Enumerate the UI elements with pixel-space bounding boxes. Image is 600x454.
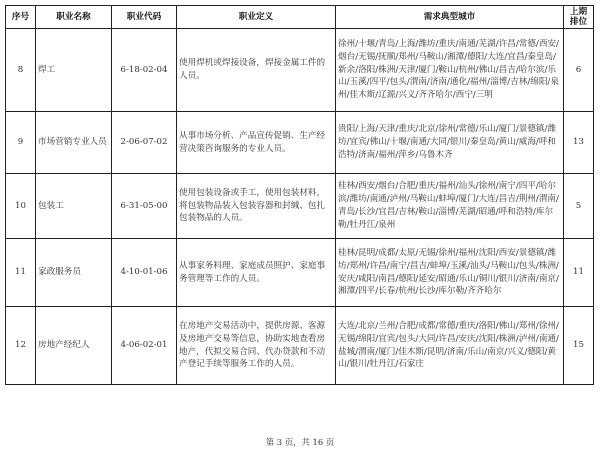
table-row	[6, 307, 594, 385]
row-definition: 从事家务料理、家庭成员照护、家庭事务管理等工作的人员。	[177, 239, 336, 307]
header-prev-rank: 上期排位	[564, 6, 594, 29]
header-name: 职业名称	[36, 6, 112, 29]
header-cities: 需求典型城市	[336, 6, 564, 29]
row-code: 4-10-01-06	[112, 239, 177, 307]
row-cities: 桂林/西安/烟台/合肥/重庆/福州/汕头/徐州/南宁/四平/哈尔滨/潍坊/南通/泸州/马鞍山/蚌埠/厦门/大连/昌吉/荆州/渭南/青岛/长沙/宜昌/吉林/鞍山/淄博/芜湖/昭通/呼和浩特/库尔勒/牡丹江/泉州	[336, 174, 564, 239]
row-prev-rank: 5	[564, 174, 594, 239]
row-num: 12	[6, 307, 36, 385]
row-definition: 在房地产交易活动中，提供房源、客源及房地产交易等信息，协助实地查看房地产，代拟交易合同、代办贷款和不动产登记手续等服务工作的人员。	[177, 307, 336, 385]
row-code: 4-06-02-01	[112, 307, 177, 385]
row-name: 焊工	[36, 29, 112, 112]
row-code: 6-18-02-04	[112, 29, 177, 112]
row-code: 2-06-07-02	[112, 112, 177, 174]
table-row	[6, 174, 594, 239]
row-prev-rank: 13	[564, 112, 594, 174]
row-num: 11	[6, 239, 36, 307]
row-prev-rank: 15	[564, 307, 594, 385]
row-cities: 桂林/昆明/成都/太原/无锡/徐州/福州/沈阳/西安/景德镇/潍坊/郑州/许昌/南宁/昌吉/蚌埠/玉溪/汕头/马鞍山/包头/株洲/安庆/咸阳/南昌/德阳/延安/昭通/乐山/铜川/银川/济南/南京/湘潭/四平/长春/杭州/长沙/库尔勒/齐齐哈尔	[336, 239, 564, 307]
row-name: 房地产经纪人	[36, 307, 112, 385]
row-definition: 使用包装设备或手工，使用包装材料，将包装物品装入包装容器和封缄、包扎包装物品的人员。	[177, 174, 336, 239]
header-num: 序号	[6, 6, 36, 29]
table-row	[6, 239, 594, 307]
row-definition: 使用焊机或焊接设备，焊接金属工件的人员。	[177, 29, 336, 112]
row-prev-rank: 11	[564, 239, 594, 307]
row-prev-rank: 6	[564, 29, 594, 112]
table-row	[6, 29, 594, 112]
table-row	[6, 112, 594, 174]
occupation-table	[5, 5, 594, 385]
row-name: 市场营销专业人员	[36, 112, 112, 174]
row-cities: 大连/北京/兰州/合肥/成都/常德/重庆/洛阳/佛山/郑州/徐州/无锡/绵阳/宜宾/包头/大同/许昌/安庆/沈阳/株洲/泸州/南通/盐城/渭南/厦门/佳木斯/昆明/济南/乐山/南京/兴义/德阳/黄山/银川/牡丹江/石家庄	[336, 307, 564, 385]
row-code: 6-31-05-00	[112, 174, 177, 239]
row-name: 家政服务员	[36, 239, 112, 307]
page-indicator: 第 3 页，共 16 页	[265, 437, 335, 447]
row-num: 9	[6, 112, 36, 174]
row-cities: 贵阳/上海/天津/重庆/北京/徐州/常德/乐山/厦门/景德镇/潍坊/宜宾/佛山/十堰/南通/大同/银川/秦皇岛/黄山/威海/呼和浩特/济南/福州/萍乡/乌鲁木齐	[336, 112, 564, 174]
row-name: 包装工	[36, 174, 112, 239]
row-num: 8	[6, 29, 36, 112]
row-definition: 从事市场分析、产品宣传促销、生产经营决策咨询服务的专业人员。	[177, 112, 336, 174]
header-definition: 职业定义	[177, 6, 336, 29]
row-num: 10	[6, 174, 36, 239]
row-cities: 徐州/十堰/青岛/上海/潍坊/重庆/南通/芜湖/许昌/常德/西安/烟台/无锡/抚顺/郑州/马鞍山/湘潭/德阳/大连/宜昌/秦皇岛/新余/洛阳/株洲/天津/厦门/鞍山/杭州/佛山/昌吉/哈尔滨/乐山/玉溪/四平/包头/渭南/济南/通化/福州/淄博/吉林/绵阳/泉州/佳木斯/辽源/兴义/齐齐哈尔/西宁/三明	[336, 29, 564, 112]
header-code: 职业代码	[112, 6, 177, 29]
table-header-row	[6, 6, 594, 29]
